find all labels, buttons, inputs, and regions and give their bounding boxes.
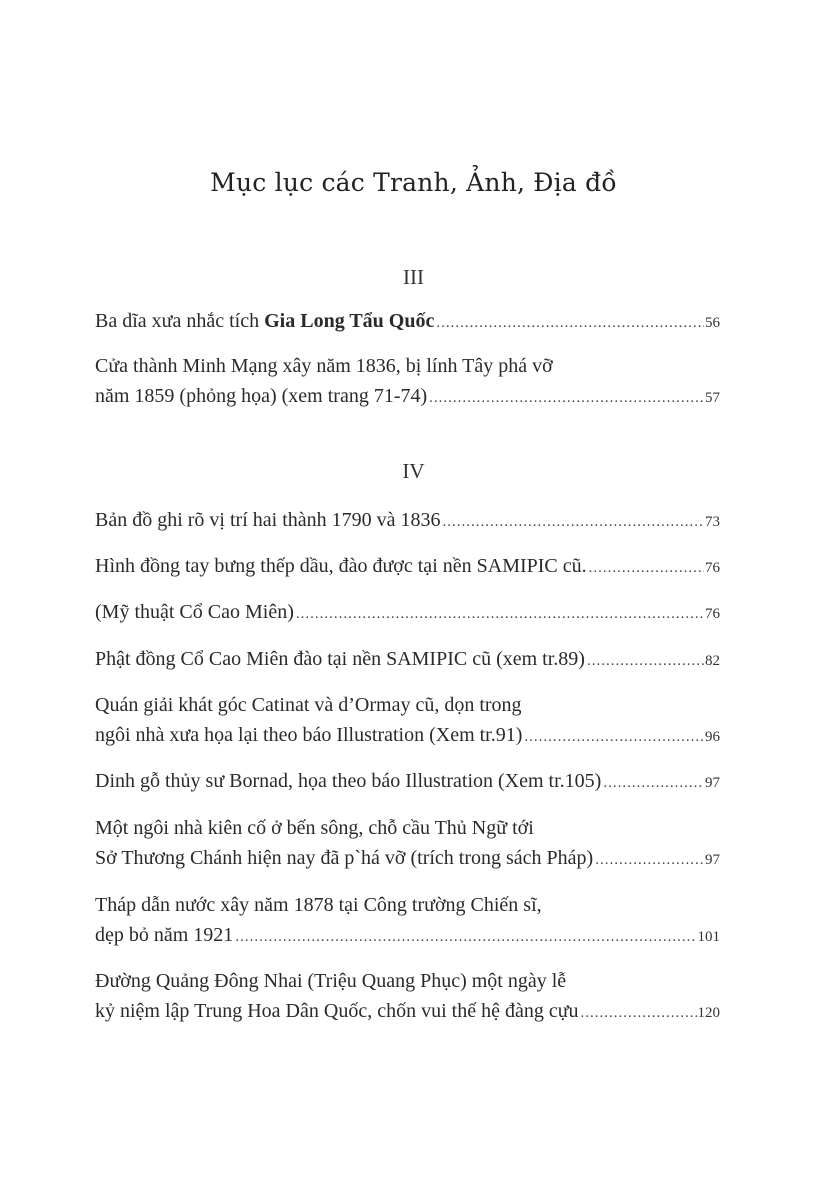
entry-text: Sở Thương Chánh hiện nay đã p`há vỡ (trích trong sách Pháp)	[95, 847, 594, 869]
entry-bold-text: Gia Long Tẩu Quốc	[264, 310, 435, 332]
page-title: Mục lục các Tranh, Ảnh, Địa đồ	[210, 168, 617, 197]
entry-text: kỷ niệm lập Trung Hoa Dân Quốc, chốn vui thế hệ đàng cựu	[95, 1000, 579, 1022]
page-number: 96	[705, 729, 720, 745]
toc-entry	[95, 690, 720, 752]
entry-text: Một ngôi nhà kiên cố ở bến sông, chỗ cầu Thủ Ngữ tới	[95, 817, 534, 839]
page-number: 97	[705, 775, 720, 791]
entry-text: ngôi nhà xưa họa lại theo báo Illustration (Xem tr.91)	[95, 724, 523, 746]
dot-leader	[603, 768, 704, 798]
entry-text: Ba dĩa xưa nhắc tích	[95, 310, 265, 332]
page-number: 101	[697, 929, 720, 945]
entry-text: dẹp bỏ năm 1921	[95, 924, 234, 946]
entry-text: Đường Quảng Đông Nhai (Triệu Quang Phục) một ngày lễ	[95, 970, 567, 992]
dot-leader	[595, 845, 704, 875]
toc-entry	[95, 505, 720, 537]
section-numeral: IV	[402, 459, 425, 483]
toc-entry	[95, 966, 720, 1028]
toc-entry	[95, 306, 720, 338]
page-number: 76	[705, 560, 720, 576]
entry-text: Cửa thành Minh Mạng xây năm 1836, bị lính Tây phá vỡ	[95, 355, 553, 377]
dot-leader	[524, 722, 704, 752]
toc-entry	[95, 890, 720, 952]
entry-text: Bản đồ ghi rõ vị trí hai thành 1790 và 1836	[95, 509, 441, 531]
toc-entry	[95, 597, 720, 629]
entry-text: Tháp dẫn nước xây năm 1878 tại Công trường Chiến sĩ,	[95, 894, 542, 916]
page-number: 76	[705, 606, 720, 622]
page-number: 57	[705, 390, 720, 406]
entry-text: Dinh gỗ thủy sư Bornad, họa theo báo Illustration (Xem tr.105)	[95, 770, 602, 792]
entry-text: Hình đồng tay bưng thếp dầu, đào được tại nền SAMIPIC cũ.	[95, 555, 587, 577]
dot-leader	[443, 507, 704, 537]
page-number: 82	[705, 653, 720, 669]
dot-leader	[235, 922, 696, 952]
dot-leader	[581, 998, 697, 1028]
toc-entry	[95, 644, 720, 676]
toc-entry	[95, 351, 720, 413]
dot-leader	[587, 646, 704, 676]
toc-entry	[95, 551, 720, 583]
section-numeral: III	[403, 265, 424, 289]
entry-text: năm 1859 (phỏng họa) (xem trang 71-74)	[95, 385, 428, 407]
dot-leader	[436, 308, 704, 338]
dot-leader	[589, 553, 704, 583]
page-number: 97	[705, 852, 720, 868]
toc-entry	[95, 766, 720, 798]
toc-entry	[95, 813, 720, 875]
dot-leader	[429, 383, 704, 413]
entry-text: (Mỹ thuật Cổ Cao Miên)	[95, 601, 294, 623]
page-number: 73	[705, 514, 720, 530]
page-number: 120	[697, 1005, 720, 1021]
dot-leader	[296, 599, 704, 629]
entry-text: Quán giải khát góc Catinat và d’Ormay cũ, dọn trong	[95, 694, 522, 716]
entry-text: Phật đồng Cổ Cao Miên đào tại nền SAMIPIC cũ (xem tr.89)	[95, 648, 585, 670]
page-number: 56	[705, 315, 720, 331]
